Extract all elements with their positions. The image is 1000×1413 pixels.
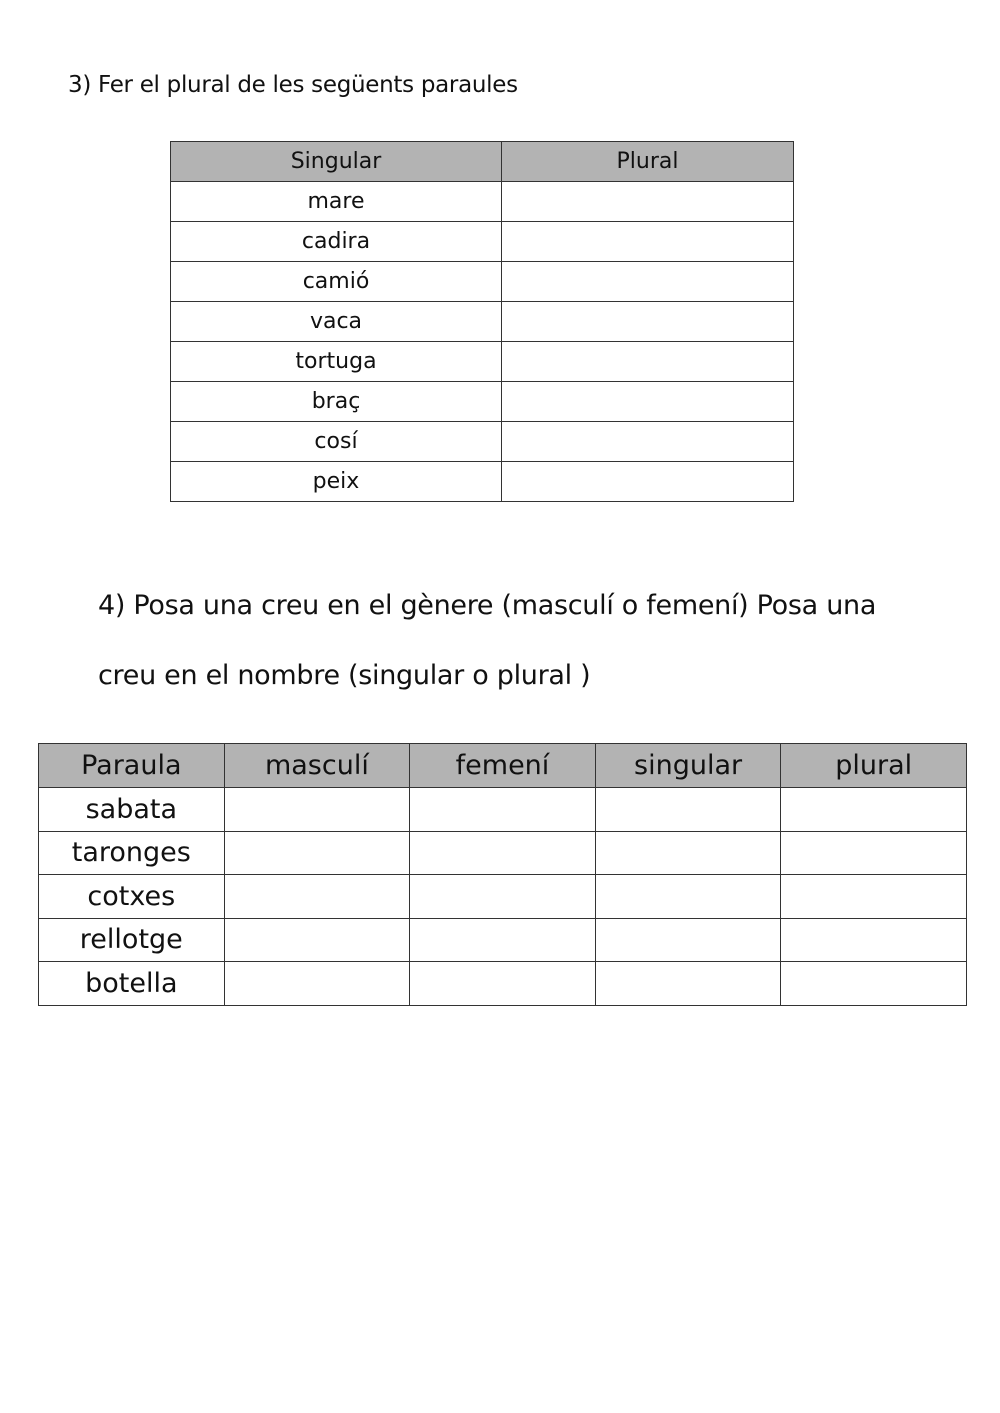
table-row [171, 262, 794, 302]
word-cell: camió [171, 262, 502, 302]
exercise-4-title-line2: creu en el nombre (singular o plural ) [98, 660, 591, 691]
answer-cell[interactable] [595, 875, 781, 919]
answer-cell[interactable] [502, 462, 794, 502]
word-cell: botella [39, 962, 225, 1006]
answer-cell[interactable] [595, 962, 781, 1006]
answer-cell[interactable] [781, 962, 967, 1006]
column-header: Singular [171, 142, 502, 182]
word-cell: tortuga [171, 342, 502, 382]
answer-cell[interactable] [502, 382, 794, 422]
word-cell: vaca [171, 302, 502, 342]
table-header-row [171, 142, 794, 182]
answer-cell[interactable] [502, 182, 794, 222]
word-cell: cosí [171, 422, 502, 462]
answer-cell[interactable] [781, 831, 967, 875]
table-row [39, 875, 967, 919]
answer-cell[interactable] [224, 875, 410, 919]
table-row [171, 382, 794, 422]
answer-cell[interactable] [224, 831, 410, 875]
gender-number-table [38, 743, 967, 1006]
answer-cell[interactable] [502, 262, 794, 302]
answer-cell[interactable] [502, 342, 794, 382]
column-header: masculí [224, 744, 410, 788]
table-row [39, 831, 967, 875]
plural-table [170, 141, 794, 502]
word-cell: braç [171, 382, 502, 422]
answer-cell[interactable] [410, 918, 596, 962]
column-header: Plural [502, 142, 794, 182]
table-row [171, 182, 794, 222]
answer-cell[interactable] [595, 788, 781, 832]
table-row [171, 302, 794, 342]
word-cell: mare [171, 182, 502, 222]
answer-cell[interactable] [781, 875, 967, 919]
table-row [39, 962, 967, 1006]
answer-cell[interactable] [410, 831, 596, 875]
answer-cell[interactable] [224, 788, 410, 832]
answer-cell[interactable] [502, 302, 794, 342]
answer-cell[interactable] [410, 962, 596, 1006]
table-row [171, 222, 794, 262]
answer-cell[interactable] [595, 831, 781, 875]
word-cell: cotxes [39, 875, 225, 919]
table-header-row [39, 744, 967, 788]
column-header: femení [410, 744, 596, 788]
answer-cell[interactable] [410, 875, 596, 919]
table-row [171, 422, 794, 462]
exercise-3-title: 3) Fer el plural de les següents paraules [68, 72, 518, 98]
column-header: Paraula [39, 744, 225, 788]
table-row [39, 788, 967, 832]
word-cell: rellotge [39, 918, 225, 962]
table-row [171, 462, 794, 502]
word-cell: sabata [39, 788, 225, 832]
answer-cell[interactable] [410, 788, 596, 832]
table-row [39, 918, 967, 962]
column-header: singular [595, 744, 781, 788]
word-cell: peix [171, 462, 502, 502]
answer-cell[interactable] [224, 962, 410, 1006]
answer-cell[interactable] [502, 422, 794, 462]
answer-cell[interactable] [502, 222, 794, 262]
answer-cell[interactable] [224, 918, 410, 962]
column-header: plural [781, 744, 967, 788]
answer-cell[interactable] [781, 918, 967, 962]
answer-cell[interactable] [781, 788, 967, 832]
word-cell: taronges [39, 831, 225, 875]
exercise-4-title-line1: 4) Posa una creu en el gènere (masculí o femení) Posa una [98, 590, 877, 621]
word-cell: cadira [171, 222, 502, 262]
answer-cell[interactable] [595, 918, 781, 962]
table-row [171, 342, 794, 382]
